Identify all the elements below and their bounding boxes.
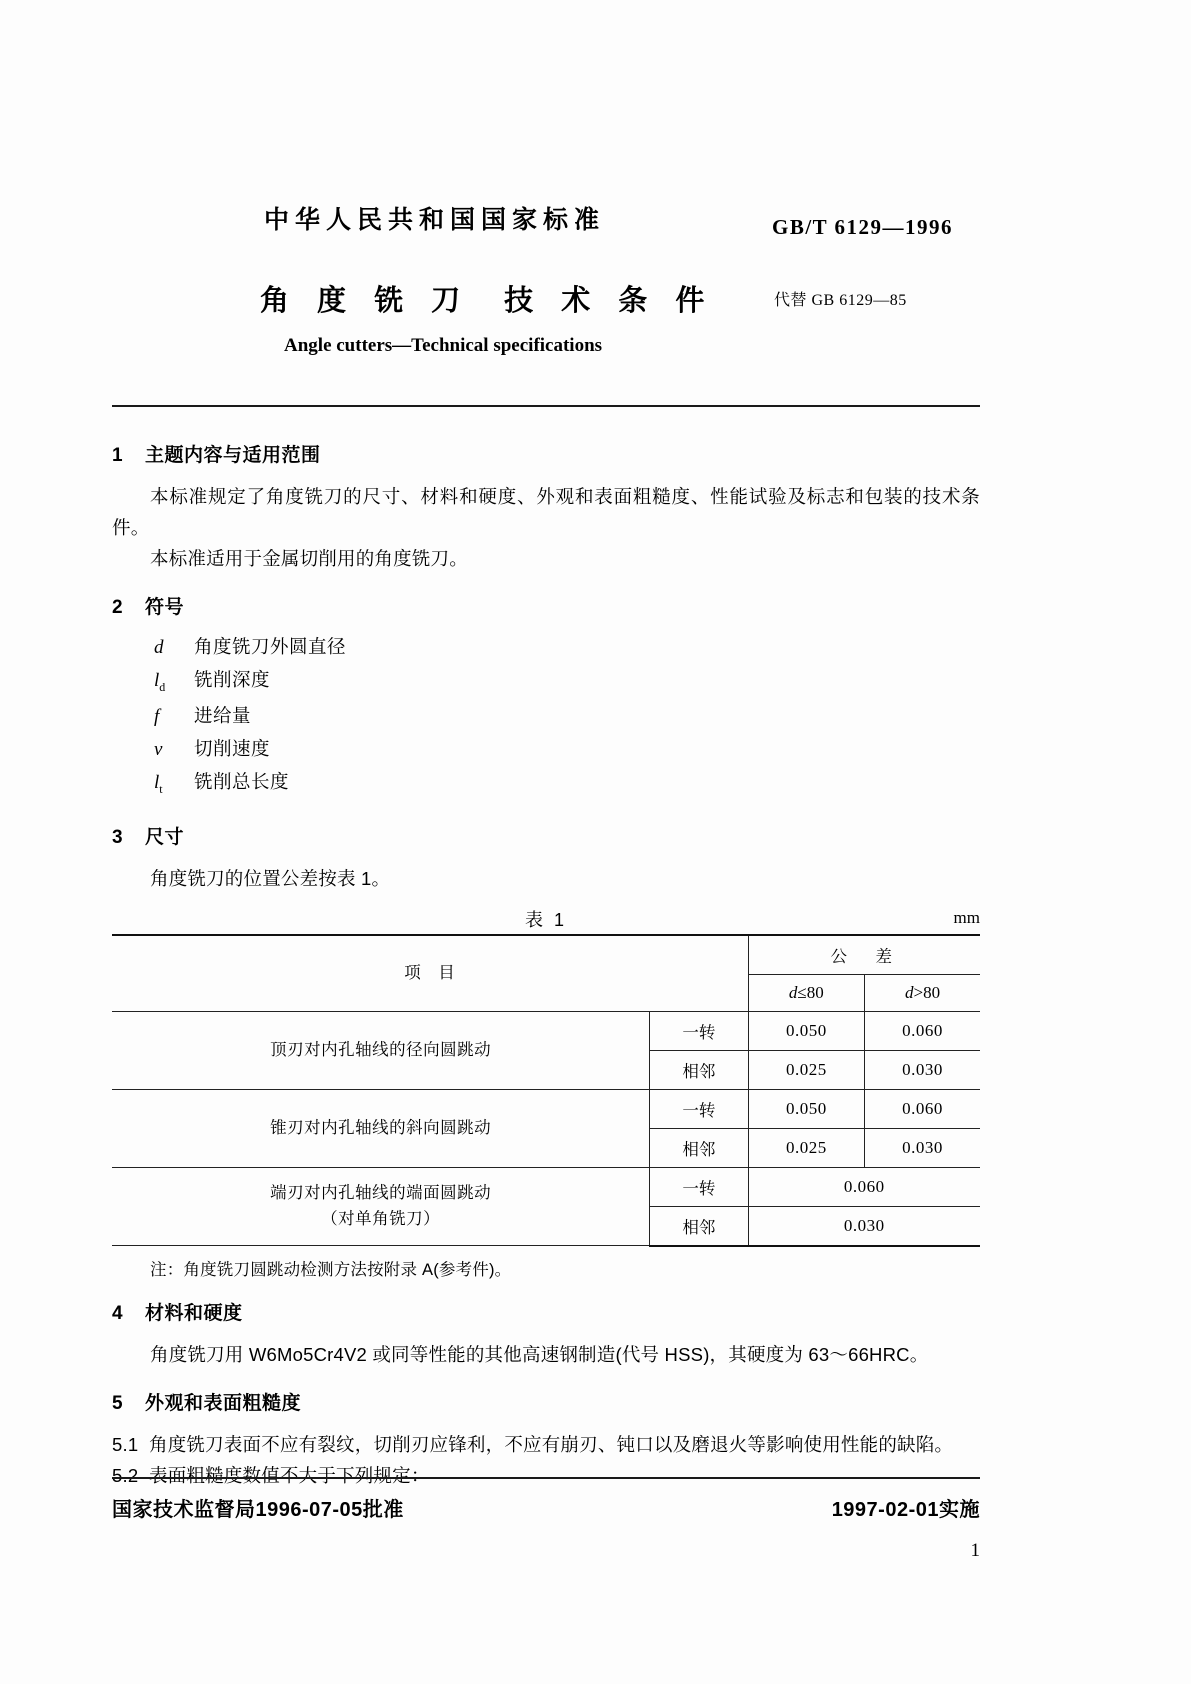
english-title: Angle cutters—Technical specifications [284,335,603,356]
section-3-paragraph-1: 角度铣刀的位置公差按表 1。 [150,867,391,889]
row-1-sub-per-rev: 一转 [650,1011,748,1050]
section-2-number: 2 [112,597,124,618]
symbol-glyph: $l_t$ [154,771,163,796]
section-5-title: 外观和表面粗糙度 [145,1392,302,1414]
page-footer [112,1493,980,1522]
header-cell-item: 项 目 [112,935,748,1012]
symbol-item [112,666,980,695]
row-3-sub-per-rev: 一转 [650,1167,748,1206]
row-1-item: 顶刃对内孔轴线的径向圆跳动 [112,1011,650,1089]
section-2-title: 符号 [145,597,185,618]
row-3-item-line-2: （对单角铣刀） [321,1210,441,1229]
section-1-paragraph-2: 本标准适用于金属切削用的角度铣刀。 [150,548,468,569]
national-standard-title: 中华人民共和国国家标准 [264,206,606,234]
header-cell-d-le: d≤80 [748,974,865,1011]
table-row [112,1011,980,1050]
row-2-item: 锥刃对内孔轴线的斜向圆跳动 [112,1089,650,1167]
document-title-part2: 技 术 条 件 [504,285,715,317]
section-5-1-number: 5.1 [112,1433,139,1455]
table-row [112,1089,980,1128]
table-1-note: 注：角度铣刀圆跳动检测方法按附录 A(参考件)。 [150,1260,512,1279]
table-caption-row [112,906,980,934]
row-2-per-rev-d-le: 0.050 [748,1089,865,1128]
symbol-item [112,768,980,797]
row-3-per-rev-all: 0.060 [748,1167,980,1206]
row-1-adj-d-le: 0.025 [748,1050,865,1089]
row-1-per-rev-d-le: 0.050 [748,1011,865,1050]
page-sheet [112,0,980,1684]
section-4-title: 材料和硬度 [145,1302,243,1324]
table-row [112,1167,980,1206]
symbol-item [112,735,980,761]
implementation-statement: 1997-02-01实施 [831,1499,980,1521]
section-5-heading [112,1388,980,1415]
document-title-part1: 角 度 铣 刀 [260,285,471,317]
row-3-sub-adjacent: 相邻 [650,1206,748,1246]
section-5-1-paragraph [112,1429,980,1460]
section-5-2-text: 表面粗糙度数值不大于下列规定： [149,1464,430,1486]
symbol-subscript: t [159,781,163,796]
section-2-heading [112,592,980,619]
row-3-adj-all: 0.030 [748,1206,980,1246]
row-3-item [112,1167,650,1246]
section-4-number: 4 [112,1302,124,1324]
symbol-list [112,633,980,797]
row-2-sub-per-rev: 一转 [650,1089,748,1128]
symbol-description: 角度铣刀外圆直径 [194,636,347,657]
section-5-2-paragraph [112,1460,980,1491]
section-5-number: 5 [112,1392,124,1414]
section-4-heading [112,1298,980,1325]
table-header-row-1 [112,935,980,975]
document-title [260,278,714,319]
replaces-note: 代替 GB 6129—85 [774,292,907,309]
symbol-item [112,633,980,659]
approval-statement: 国家技术监督局1996-07-05批准 [112,1499,404,1521]
table-1-unit: mm [953,907,980,927]
section-1-number: 1 [112,445,124,466]
row-3-item-line-1: 端刃对内孔轴线的端面圆跳动 [270,1184,492,1203]
table-1 [112,934,980,1247]
row-2-adj-d-le: 0.025 [748,1128,865,1167]
symbol-description: 切削速度 [194,737,271,759]
symbol-subscript: d [159,679,166,694]
standard-number: GB/T 6129—1996 [772,215,954,239]
symbol-description: 铣削总长度 [194,770,290,792]
document-body [112,440,980,1491]
symbol-description: 铣削深度 [194,669,271,690]
row-2-sub-adjacent: 相邻 [650,1128,748,1167]
footer-divider [112,1477,980,1479]
table-1-caption: 表 1 [524,909,567,930]
row-1-per-rev-d-gt: 0.060 [865,1011,980,1050]
row-1-adj-d-gt: 0.030 [865,1050,980,1089]
row-2-per-rev-d-gt: 0.060 [865,1089,980,1128]
section-1-paragraph-1: 本标准规定了角度铣刀的尺寸、材料和硬度、外观和表面粗糙度、性能试验及标志和包装的技术条件。 [112,486,980,538]
header-cell-tolerance: 公 差 [748,935,980,975]
section-5-1-text: 角度铣刀表面不应有裂纹，切削刃应锋利，不应有崩刃、钝口以及磨退火等影响使用性能的缺陷。 [149,1433,954,1455]
table-1-body [112,935,980,1246]
section-1-heading [112,440,980,467]
symbol-glyph: $l_d$ [154,670,166,694]
header-cell-d-gt: d>80 [865,974,980,1011]
symbol-description: 进给量 [194,704,252,726]
page-number: 1 [970,1540,980,1561]
section-3-title: 尺寸 [145,826,185,848]
symbol-glyph: f [154,705,160,727]
header-divider [112,405,980,407]
section-3-heading [112,822,980,849]
section-4-paragraph-1: 角度铣刀用 W6Mo5Cr4V2 或同等性能的其他高速钢制造(代号 HSS)，其硬度为 63～66HRC。 [150,1343,929,1365]
section-1-title: 主题内容与适用范围 [145,445,321,466]
section-3-number: 3 [112,826,124,848]
symbol-item [112,702,980,728]
symbol-glyph: v [154,738,163,760]
row-1-sub-adjacent: 相邻 [650,1050,748,1089]
section-5-2-number: 5.2 [112,1464,139,1486]
symbol-glyph: d [154,637,164,658]
row-2-adj-d-gt: 0.030 [865,1128,980,1167]
